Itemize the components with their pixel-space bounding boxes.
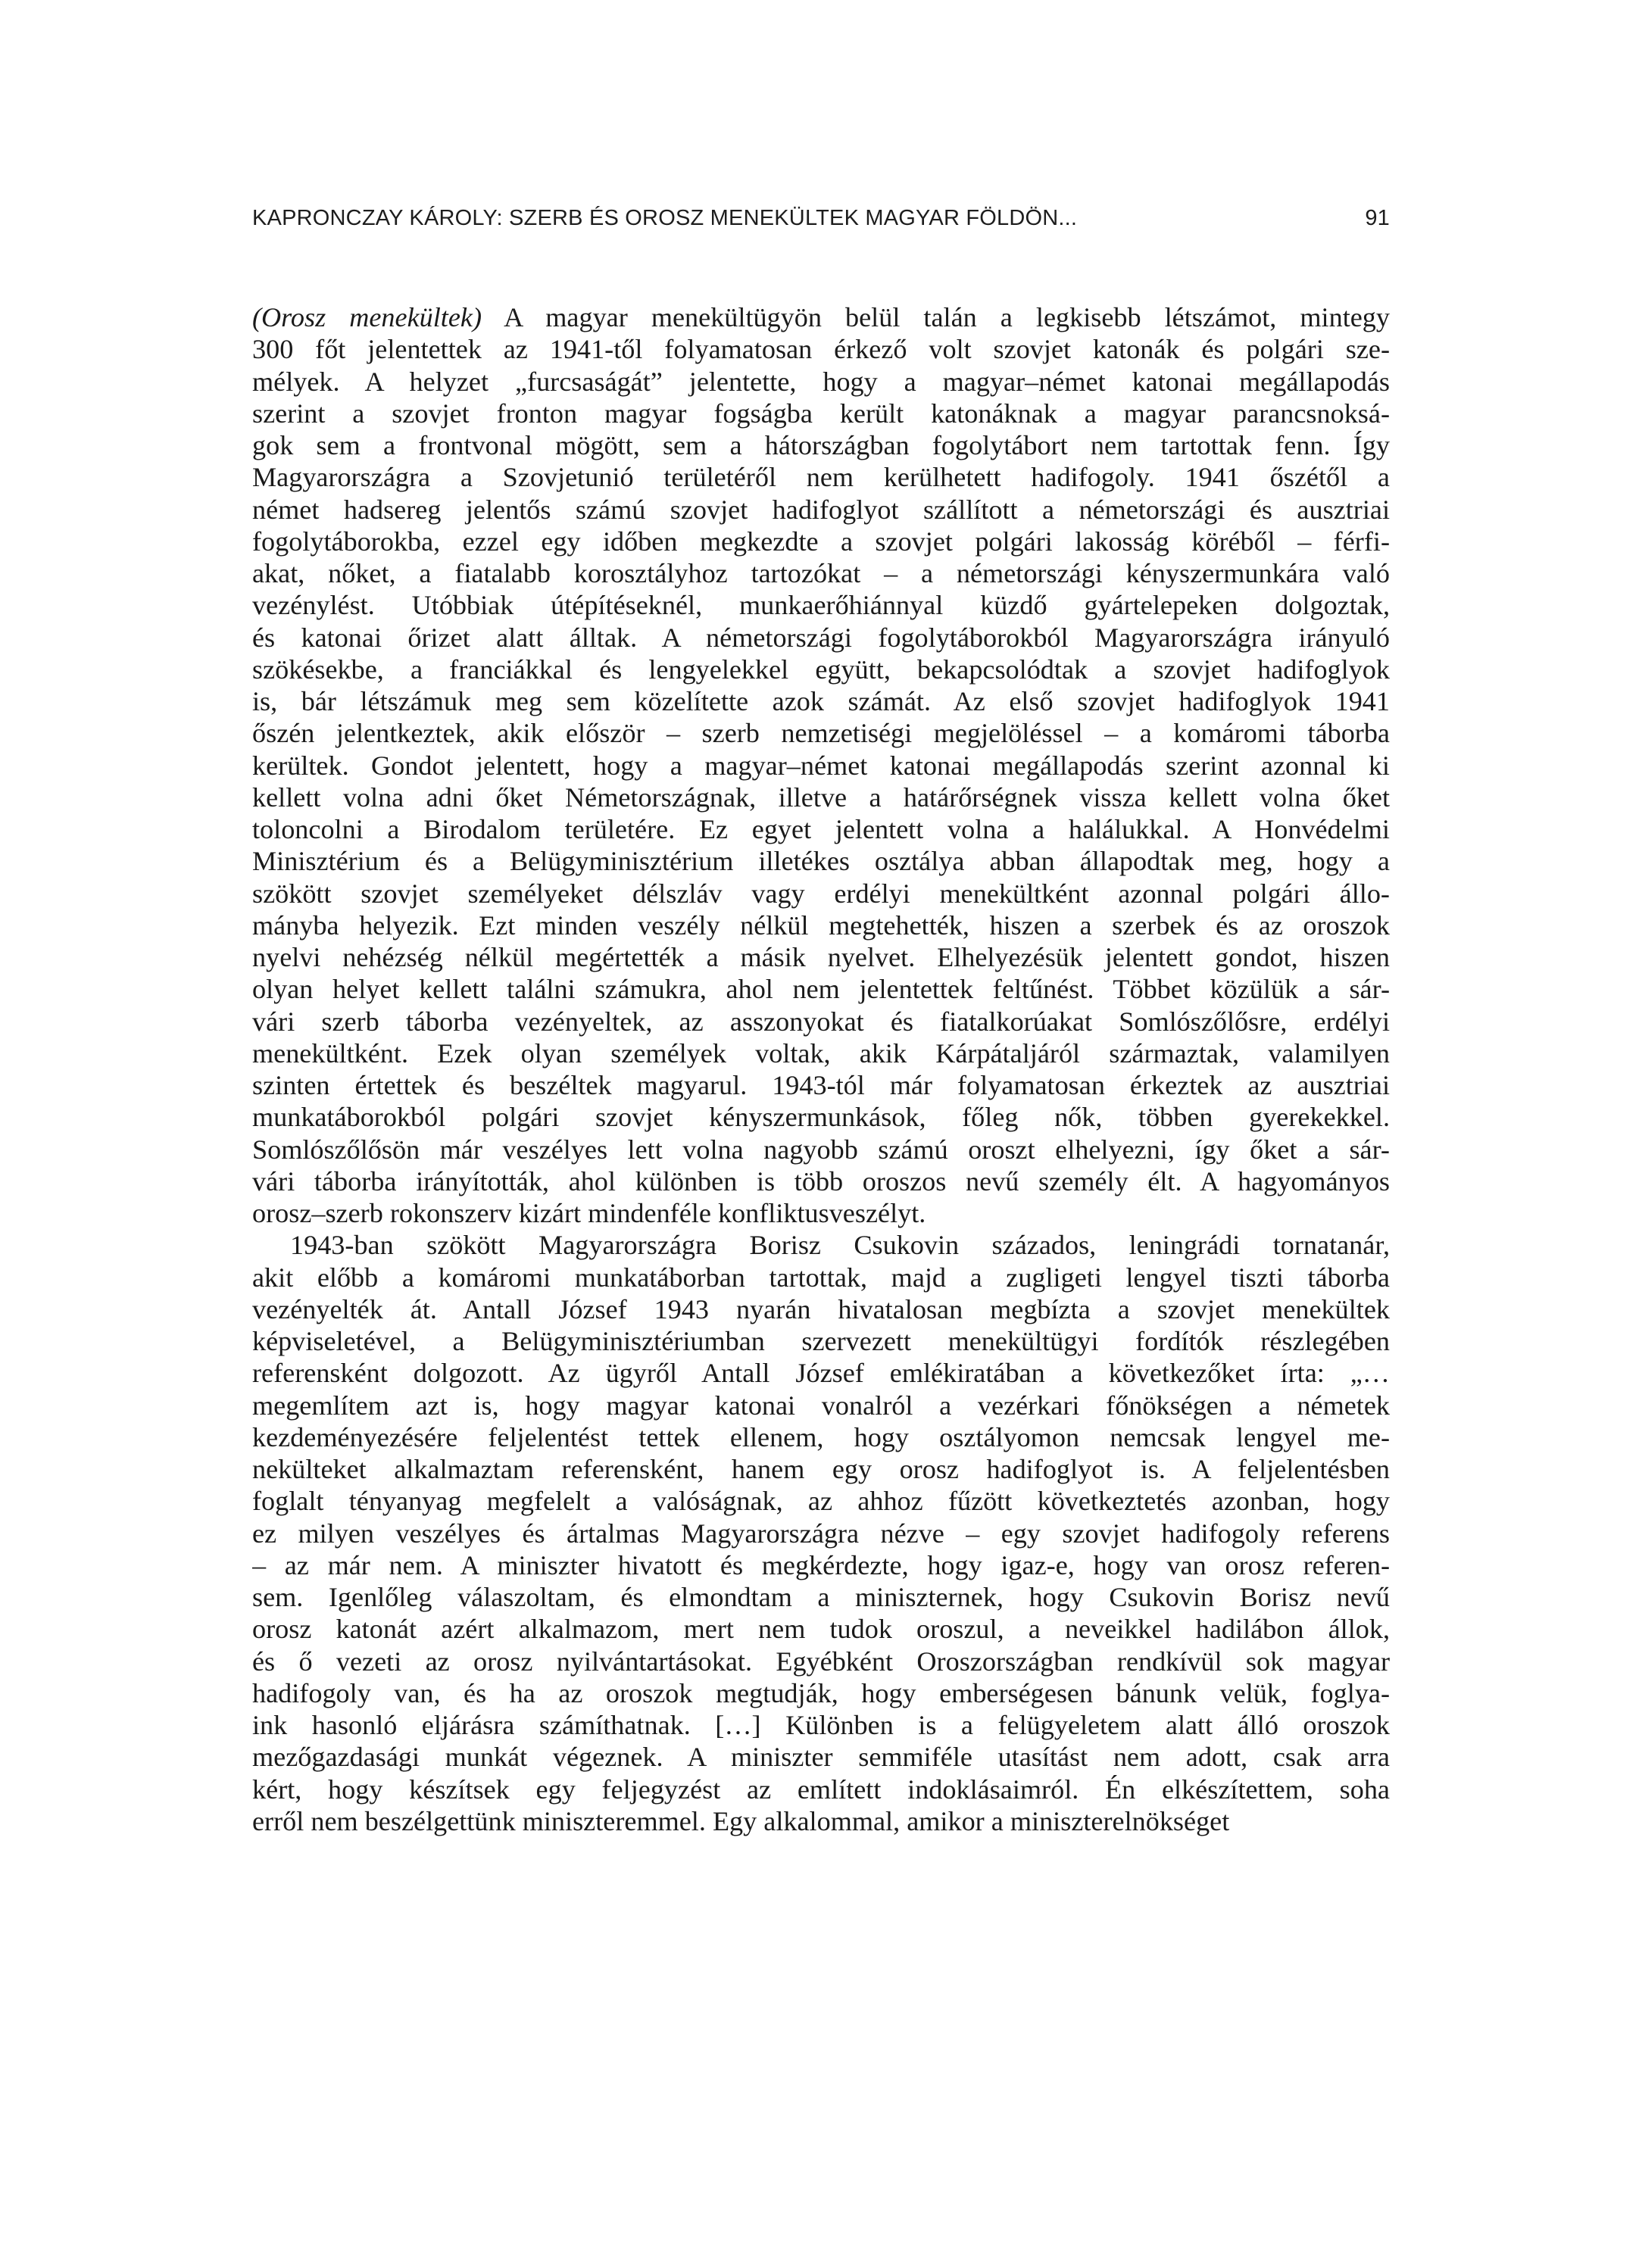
text-line: erről nem beszélgettünk miniszteremmel. Egy alkalommal, amikor a miniszterelnökséget (252, 1805, 1230, 1836)
text-line: mányba helyezik. Ezt minden veszély nélkül megtehették, hiszen a szerbek és az oroszok (252, 909, 1390, 941)
text-line: foglalt tényanyag megfelelt a valóságnak, az ahhoz fűzött következtetés azonban, hogy (252, 1486, 1390, 1517)
text-line: kezdeményezésére feljelentést tettek ellenem, hogy osztályomon nemcsak lengyel me- (252, 1421, 1390, 1452)
text-line: szinten értettek és beszéltek magyarul. 1943-tól már folyamatosan érkeztek az ausztriai (252, 1070, 1390, 1100)
paragraph-refugees-russian (252, 301, 1390, 1229)
text-line: – az már nem. A miniszter hivatott és megkérdezte, hogy igaz-e, hogy van orosz referen- (252, 1549, 1390, 1580)
text-line: orosz katonát azért alkalmazom, mert nem tudok oroszul, a neveikkel hadilábon állok, (252, 1614, 1390, 1645)
text-line: akat, nőket, a fiatalabb korosztályhoz tartozókat – a németországi kényszermunkára való (252, 558, 1390, 588)
text-line: is, bár létszámuk meg sem közelítette azok számát. Az első szovjet hadifoglyok 1941 (252, 686, 1390, 716)
text-line: orosz–szerb rokonszerv kizárt mindenféle konfliktusveszélyt. (252, 1198, 926, 1228)
text-line: sem. Igenlőleg válaszoltam, és elmondtam a miniszternek, hogy Csukovin Borisz nevű (252, 1582, 1390, 1612)
text-line: Minisztérium és a Belügyminisztérium illetékes osztálya abban állapodtak meg, hogy a (252, 846, 1390, 877)
text-line: ink hasonló eljárásra számíthatnak. […] Különben is a felügyeletem alatt álló oroszok (252, 1710, 1390, 1740)
text-line: szökött szovjet személyeket délszláv vagy erdélyi menekültként azonnal polgári állo- (252, 878, 1390, 909)
text-line: kért, hogy készítsek egy feljegyzést az említett indoklásaimról. Én elkészítettem, soha (252, 1774, 1390, 1805)
text-line: menekültként. Ezek olyan személyek voltak, akik Kárpátaljáról származtak, valamilyen (252, 1037, 1390, 1068)
text-line: vári szerb táborba vezényeltek, az asszonyokat és fiatalkorúakat Somlószőlősre, erdélyi (252, 1006, 1390, 1037)
text-line: szerint a szovjet fronton magyar fogságba került katonáknak a magyar parancsnoksá- (252, 398, 1390, 429)
text-line: vezénylést. Utóbbiak útépítéseknél, munkaerőhiánnyal küzdő gyártelepeken dolgoztak, (252, 590, 1390, 621)
text-line: ez milyen veszélyes és ártalmas Magyarországra nézve – egy szovjet hadifogoly referens (252, 1518, 1390, 1549)
text-line: mélyek. A helyzet „furcsaságát” jelentette, hogy a magyar–német katonai megállapodás (252, 366, 1390, 397)
text-line: nekülteket alkalmaztam referensként, hanem egy orosz hadifoglyot is. A feljelentésben (252, 1454, 1390, 1484)
text-line: szökésekbe, a franciákkal és lengyelekkel együtt, bekapcsolódtak a szovjet hadifoglyok (252, 654, 1390, 685)
text-line: őszén jelentkeztek, akik először – szerb nemzetiségi megjelöléssel – a komáromi táborba (252, 718, 1390, 749)
text-line: hadifogoly van, és ha az oroszok megtudják, hogy emberségesen bánunk velük, foglya- (252, 1677, 1390, 1708)
text-line: mezőgazdasági munkát végeznek. A miniszter semmiféle utasítást nem adott, csak arra (252, 1742, 1390, 1773)
text-line: gok sem a frontvonal mögött, sem a hátországban fogolytábort nem tartottak fenn. Így (252, 430, 1390, 460)
text-line: toloncolni a Birodalom területére. Ez egyet jelentett volna a halálukkal. A Honvédelmi (252, 814, 1390, 844)
paragraph-csukovin (252, 1229, 1390, 1837)
text-line: fogolytáborokba, ezzel egy időben megkezdte a szovjet polgári lakosság köréből – férfi- (252, 526, 1390, 557)
text-line: német hadsereg jelentős számú szovjet hadifoglyot szállított a németországi és ausztriai (252, 494, 1390, 525)
text-line (252, 301, 1390, 333)
article-body (252, 301, 1390, 1837)
text-line: munkatáborokból polgári szovjet kényszermunkások, főleg nők, többen gyerekekkel. (252, 1102, 1390, 1133)
text-line: megemlítem azt is, hogy magyar katonai vonalról a vezérkari főnökségen a németek (252, 1390, 1390, 1421)
text-line: kellett volna adni őket Németországnak, illetve a határőrségnek vissza kellett volna őket (252, 781, 1390, 813)
text-line: akit előbb a komáromi munkatáborban tartottak, majd a zugligeti lengyel tiszti táborba (252, 1262, 1390, 1293)
text-line: Somlószőlősön már veszélyes lett volna nagyobb számú oroszt elhelyezni, így őket a sár- (252, 1134, 1390, 1165)
text-line: kerültek. Gondot jelentett, hogy a magyar–német katonai megállapodás szerint azonnal ki (252, 750, 1390, 781)
text-line: és katonai őrizet alatt álltak. A németországi fogolytáborokból Magyarországra irányuló (252, 622, 1390, 653)
text-line: vezényelték át. Antall József 1943 nyarán hivatalosan megbízta a szovjet menekültek (252, 1293, 1390, 1324)
text-line: olyan helyet kellett találni számukra, ahol nem jelentettek feltűnést. Többet közülük a sár- (252, 974, 1390, 1005)
text-line: nyelvi nehézség nélkül megértették a másik nyelvet. Elhelyezésük jelentett gondot, hiszen (252, 942, 1390, 972)
text-line: Magyarországra a Szovjetunió területéről nem kerülhetett hadifogoly. 1941 őszétől a (252, 462, 1390, 493)
section-heading: (Orosz menekültek) (252, 302, 482, 332)
line-text: A magyar menekültügyön belül talán a legkisebb létszámot, mintegy (504, 302, 1390, 332)
text-line: vári táborba irányították, ahol különben is több oroszos nevű személy élt. A hagyományos (252, 1165, 1390, 1196)
running-header (252, 206, 1390, 236)
text-line: referensként dolgozott. Az ügyről Antall József emlékiratában a következőket írta: „… (252, 1358, 1390, 1389)
text-line: és ő vezeti az orosz nyilvántartásokat. Egyébként Oroszországban rendkívül sok magyar (252, 1646, 1390, 1677)
text-line: 300 főt jelentettek az 1941-től folyamatosan érkező volt szovjet katonák és polgári sze- (252, 334, 1390, 365)
page-number: 91 (1365, 206, 1390, 230)
text-line: képviseletével, a Belügyminisztériumban szervezett menekültügyi fordítók részlegében (252, 1326, 1390, 1356)
running-header-title: KAPRONCZAY KÁROLY: SZERB ÉS OROSZ MENEKÜLTEK MAGYAR FÖLDÖN... (252, 206, 1078, 230)
text-line: 1943-ban szökött Magyarországra Borisz Csukovin százados, leningrádi tornatanár, (290, 1230, 1390, 1261)
